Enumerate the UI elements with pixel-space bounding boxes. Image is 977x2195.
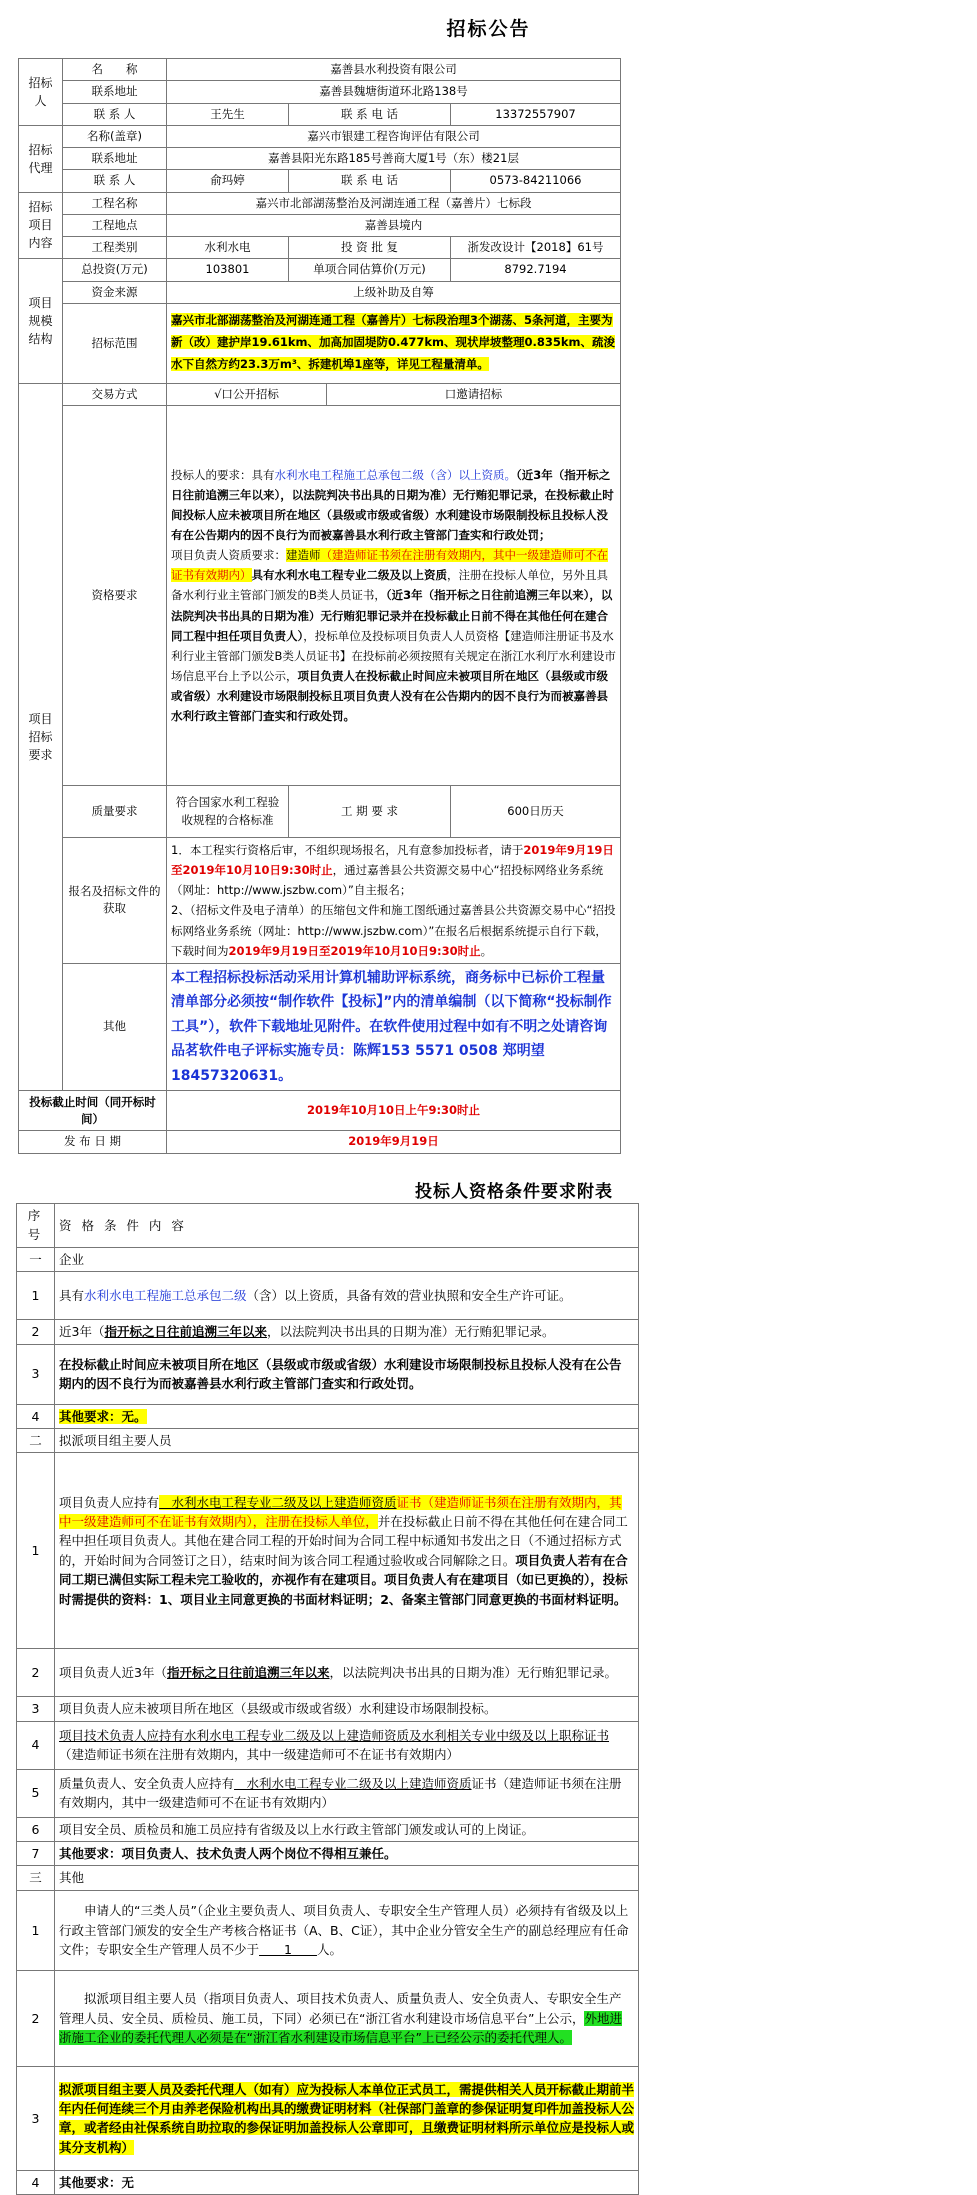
agent-phone: 0573-84211066 <box>451 170 621 192</box>
investment-label: 总投资(万元) <box>63 259 167 281</box>
other-text: 本工程招标投标活动采用计算机辅助评标系统，商务标中已标价工程量清单部分必须按“制作软件【投标】”内的清单编制（以下简称“投标制作工具”），软件下载地址见附件。在软件使用过程中如有不明之处请咨询品茗软件电子评标实施专员：陈辉153 5571 0508 郑明望18457320631。 <box>167 963 621 1091</box>
period-label: 工 期 要 求 <box>289 786 451 838</box>
row-number: 7 <box>17 1842 55 1866</box>
project-name: 嘉兴市北部湖荡整治及河湖连通工程（嘉善片）七标段 <box>167 192 621 214</box>
scope-label: 招标范围 <box>63 303 167 383</box>
qualification-bidder: 投标人的要求：具有水利水电工程施工总承包二级（含）以上资质。（近3年（指开标之日往前追溯三年以来），以法院判决书出具的日期为准）无行贿犯罪记录，在投标截止时间投标人应未被项目所在地区（县级或市级或省级）水利建设市场限制投标且投标人没有在公告期内的因不良行为而被嘉善县水利行政主管部门查实和行政处罚； <box>171 467 614 543</box>
project-location: 嘉善县境内 <box>167 214 621 236</box>
agent-name-label: 名称(盖章) <box>63 125 167 147</box>
deadline-label: 投标截止时间（同开标时间） <box>19 1091 167 1131</box>
project-name-label: 工程名称 <box>63 192 167 214</box>
project-type: 水利水电 <box>167 237 289 259</box>
scope-highlight: 嘉兴市北部湖荡整治及河湖连通工程（嘉善片）七标段治理3个湖荡、5条河道，主要为新（改）建护岸19.61km、加高加固堤防0.477km、现状岸坡整理0.835km、疏浚水下自然方约23.3万m³、拆建机埠1座等，详见工程量清单。 <box>171 313 616 372</box>
row-number: 6 <box>17 1817 55 1841</box>
investment: 103801 <box>167 259 289 281</box>
appendix-title: 投标人资格条件要求附表 <box>415 1182 613 1202</box>
personnel-publicity: 拟派项目组主要人员（指项目负责人、项目技术负责人、质量负责人、安全负责人、专职安全生产管理人员、安全员、质检员、施工员，下同）必须已在“浙江省水利建设市场信息平台”上公示，外地进浙施工企业的委托代理人必须是在“浙江省水利建设市场信息平台”上已经公示的委托代理人。 <box>55 1970 639 2066</box>
qualification-label: 资格要求 <box>63 406 167 786</box>
project-location-label: 工程地点 <box>63 214 167 236</box>
agent-address: 嘉善县阳光东路185号善商大厦1号（东）楼21层 <box>167 148 621 170</box>
publish-label: 发 布 日 期 <box>19 1131 167 1153</box>
agent-contact-label: 联 系 人 <box>63 170 167 192</box>
mode-open: √口公开招标 <box>167 383 327 405</box>
row-number: 1 <box>17 1272 55 1320</box>
bidder-name: 嘉善县水利投资有限公司 <box>167 59 621 81</box>
registration-text <box>167 838 621 964</box>
deadline-value: 2019年10月10日上午9:30时止 <box>167 1091 621 1131</box>
personnel-other: 其他要求：项目负责人、技术负责人两个岗位不得相互兼任。 <box>55 1842 639 1866</box>
quality-label: 质量要求 <box>63 786 167 838</box>
bidder-contact: 王先生 <box>167 103 289 125</box>
bidder-phone-label: 联 系 电 话 <box>289 103 451 125</box>
other-label: 其他 <box>63 963 167 1091</box>
section-enterprise: 企业 <box>55 1247 639 1271</box>
section-personnel: 拟派项目组主要人员 <box>55 1428 639 1452</box>
row-number: 2 <box>17 1970 55 2066</box>
agent-address-label: 联系地址 <box>63 148 167 170</box>
tender-notice-table <box>18 58 621 1154</box>
qualification-text <box>167 406 621 786</box>
qualification-manager: 项目负责人资质要求：建造师（建造师证书须在注册有效期内，其中一级建造师可不在证书有效期内）具有水利水电工程专业二级及以上资质，注册在投标人单位，另外且具备水利行业主管部门颁发的B类人员证书，（近3年（指开标之日往前追溯三年以来），以法院判决书出具的日期为准）无行贿犯罪记录并在投标截止日前不得在其他任何在建合同工程中担任项目负责人），投标单位及投标项目负责人人员资格【建造师注册证书及水利行业主管部门颁发B类人员证书】在投标前必须按照有关规定在浙江水利厅水利建设市场信息平台上予以公示，项目负责人在投标截止时间应未被项目所在地区（县级或市级或省级）水利建设市场限制投标且项目负责人没有在公告期内的因不良行为而被嘉善县水利行政主管部门查实和行政处罚。 <box>171 548 616 724</box>
fund-label: 资金来源 <box>63 281 167 303</box>
bidder-name-label: 名 称 <box>63 59 167 81</box>
row-number: 4 <box>17 2170 55 2194</box>
agent-contact: 俞玛婷 <box>167 170 289 192</box>
mode-label: 交易方式 <box>63 383 167 405</box>
period-value: 600日历天 <box>451 786 621 838</box>
quality-safety-leads: 质量负责人、安全负责人应持有 水利水电工程专业二级及以上建造师资质证书（建造师证书须在注册有效期内，其中一级建造师可不在证书有效期内） <box>55 1769 639 1817</box>
other-requirements: 其他要求：无 <box>55 2170 639 2194</box>
scope-text <box>167 303 621 383</box>
row-number: 2 <box>17 1649 55 1697</box>
row-number: 3 <box>17 2066 55 2170</box>
manager-bribery: 项目负责人近3年（指开标之日往前追溯三年以来，以法院判决书出具的日期为准）无行贿犯罪记录。 <box>55 1649 639 1697</box>
page-title: 招标公告 <box>446 18 531 40</box>
row-number: 1 <box>17 1890 55 1970</box>
fund-source: 上级补助及自筹 <box>167 281 621 303</box>
section-agent: 招标代理 <box>19 125 63 192</box>
safety-certificates: 申请人的“三类人员”（企业主要负责人、项目负责人、专职安全生产管理人员）必须持有省级及以上行政主管部门颁发的安全生产考核合格证书（A、B、C证），其中企业分管安全生产的副总经理应有任命文件；专职安全生产管理人员不少于 1 人。 <box>55 1890 639 1970</box>
manager-qualification: 项目负责人应持有 水利水电工程专业二级及以上建造师资质证书（建造师证书须在注册有效期内，其中一级建造师可不在证书有效期内），注册在投标人单位，并在投标截止日前不得在其他任何在建合同工程中担任项目负责人。其他在建合同工程的开始时间为合同工程中标通知书发出之日（不通过招标方式的，开始时间为合同签订之日），结束时间为该合同工程通过验收或合同解除之日。项目负责人若有在合同工期已满但实际工程未完工验收的，亦视作有在建项目。项目负责人有在建项目（如已更换的），投标时需提供的资料：1、项目业主同意更换的书面材料证明；2、备案主管部门同意更换的书面材料证明。 <box>55 1453 639 1649</box>
appendix-table <box>16 1203 639 2195</box>
bidder-address-label: 联系地址 <box>63 81 167 103</box>
bidder-contact-label: 联 系 人 <box>63 103 167 125</box>
row-number: 1 <box>17 1453 55 1649</box>
registration-step-1: 1．本工程实行资格后审，不组织现场报名，凡有意参加投标者，请于2019年9月19日至2019年10月10日9:30时止，通过嘉善县公共资源交易中心“招投标网络业务系统（网址：http://www.jszbw.com）”自主报名； <box>171 843 614 898</box>
row-number: 4 <box>17 1404 55 1428</box>
enterprise-bribery: 近3年（指开标之日往前追溯三年以来，以法院判决书出具的日期为准）无行贿犯罪记录。 <box>55 1320 639 1344</box>
row-number: 3 <box>17 1697 55 1721</box>
enterprise-qualification: 具有水利水电工程施工总承包二级（含）以上资质，具备有效的营业执照和安全生产许可证。 <box>55 1272 639 1320</box>
section-number: 二 <box>17 1428 55 1452</box>
registration-label: 报名及招标文件的获取 <box>63 838 167 964</box>
registration-step-2: 2、（招标文件及电子清单）的压缩包文件和施工图纸通过嘉善县公共资源交易中心“招投标网络业务系统（网址：http://www.jszbw.com）”在报名后根据系统提示自行下载，下载时间为2019年9月19日至2019年10月10日9:30时止。 <box>171 903 616 958</box>
enterprise-restriction: 在投标截止时间应未被项目所在地区（县级或市级或省级）水利建设市场限制投标且投标人没有在公告期内的因不良行为而被嘉善县水利行政主管部门查实和行政处罚。 <box>55 1344 639 1404</box>
section-project: 招标项目内容 <box>19 192 63 259</box>
col-content-header: 资 格 条 件 内 容 <box>55 1204 639 1248</box>
agent-phone-label: 联 系 电 话 <box>289 170 451 192</box>
approval-label: 投 资 批 复 <box>289 237 451 259</box>
quality-value: 符合国家水利工程验收规程的合格标准 <box>167 786 289 838</box>
project-type-label: 工程类别 <box>63 237 167 259</box>
staff-certificates: 项目安全员、质检员和施工员应持有省级及以上水行政主管部门颁发或认可的上岗证。 <box>55 1817 639 1841</box>
mode-invite: 口邀请招标 <box>327 383 621 405</box>
social-insurance: 拟派项目组主要人员及委托代理人（如有）应为投标人本单位正式员工，需提供相关人员开标截止期前半年内任何连续三个月由养老保险机构出具的缴费证明材料（社保部门盖章的参保证明复印件加盖投标人公章，或者经由社保系统自助拉取的参保证明加盖投标人公章即可，且缴费证明材料所示单位应是投标人或其分支机构） <box>55 2066 639 2170</box>
col-number-header: 序号 <box>17 1204 55 1248</box>
section-number: 三 <box>17 1866 55 1890</box>
agent-name: 嘉兴市银建工程咨询评估有限公司 <box>167 125 621 147</box>
technical-lead: 项目技术负责人应持有水利水电工程专业二级及以上建造师资质及水利相关专业中级及以上职称证书（建造师证书须在注册有效期内，其中一级建造师可不在证书有效期内） <box>55 1721 639 1769</box>
approval: 浙发改设计【2018】61号 <box>451 237 621 259</box>
publish-date: 2019年9月19日 <box>167 1131 621 1153</box>
section-requirements: 项目招标要求 <box>19 383 63 1091</box>
row-number: 3 <box>17 1344 55 1404</box>
section-scale: 项目规模结构 <box>19 259 63 384</box>
section-number: 一 <box>17 1247 55 1271</box>
contract-value: 8792.7194 <box>451 259 621 281</box>
enterprise-other: 其他要求：无。 <box>55 1404 639 1428</box>
contract-label: 单项合同估算价(万元) <box>289 259 451 281</box>
row-number: 4 <box>17 1721 55 1769</box>
row-number: 2 <box>17 1320 55 1344</box>
section-other: 其他 <box>55 1866 639 1890</box>
row-number: 5 <box>17 1769 55 1817</box>
section-bidder: 招标人 <box>19 59 63 126</box>
manager-restriction: 项目负责人应未被项目所在地区（县级或市级或省级）水利建设市场限制投标。 <box>55 1697 639 1721</box>
bidder-phone: 13372557907 <box>451 103 621 125</box>
bidder-address: 嘉善县魏塘街道环北路138号 <box>167 81 621 103</box>
